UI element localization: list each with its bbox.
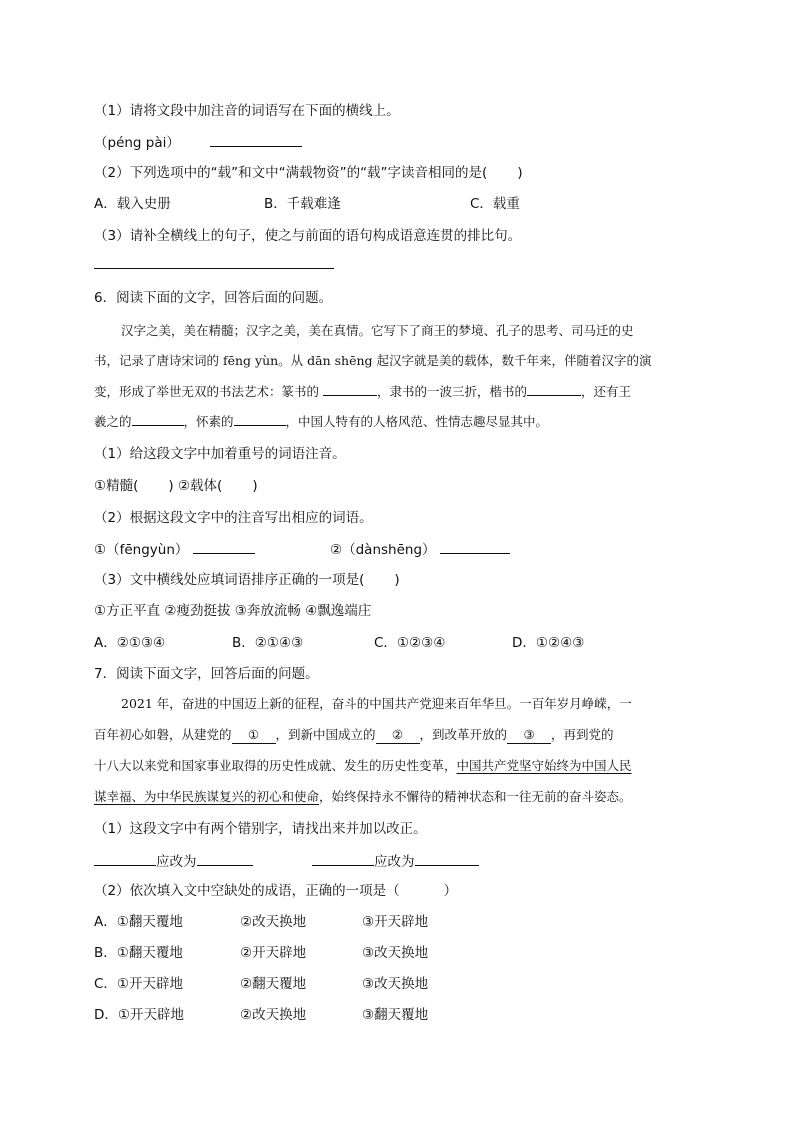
q7-p3-a: 十八大以来党和国家事业取得的历史性成就、发生的历史性变革， [94,758,457,773]
q6-blank-1[interactable] [323,381,377,396]
q6-passage-line-1: 汉字之美，美在精髓；汉字之美，美在真情。它写下了商王的梦境、孔子的思考、司马迁的史 [121,323,634,338]
q7-p2-c: ，到改革开放的 [419,727,508,742]
q5-sub3: （3）请补全横线上的句子，使之与前面的语句构成语意连贯的排比句。 [94,228,522,244]
q6-passage-line-2: 书，记录了唐诗宋词的 fēng yùn。从 dān shēng 起汉字就是美的载体，数千年来，伴随着汉字的演 [94,353,652,368]
q5-option-b[interactable]: B．千载难逢 [264,196,341,212]
q6-passage-line-4 [94,411,734,432]
q5-pinyin: （péng pài） [94,135,180,151]
q7-p4-b: ，始终保持永不懈待的精神状态和一往无前的奋斗姿态。 [319,789,632,804]
q6-sub3-text: （3）文中横线处应填词语排序正确的一项是( [94,572,365,588]
q6-sub1-c: ) [252,478,258,494]
q5-option-c[interactable]: C．载重 [470,196,520,212]
q6-passage-line-3 [94,381,734,402]
q6-sub2-blank-1[interactable] [193,539,255,554]
q6-option-d[interactable]: D．①②④③ [512,635,585,651]
q7-option-a-2: ②改天换地 [240,914,307,930]
q7-option-d-1: D．①开天辟地 [94,1007,184,1023]
q5-answer-blank[interactable] [210,132,302,147]
q7-option-c-3: ③改天换地 [362,976,429,992]
q7-fix-label-2: 应改为 [374,854,415,870]
q6-title: 6．阅读下面的文字，回答后面的问题。 [94,290,333,306]
q7-passage-line-4 [94,787,734,807]
q7-underlined-sentence-2: 谋幸福、为中华民族谋复兴的初心和使命 [94,789,320,804]
q6-blank-2[interactable] [527,381,581,396]
q7-wrong-2[interactable] [312,851,374,866]
q7-p2-d: ，再到党的 [551,727,614,742]
q7-option-a-1: A．①翻天覆地 [94,914,183,930]
q7-correct-2[interactable] [415,851,479,866]
q7-blank-2[interactable]: ② [376,727,420,744]
q5-sub3-blank-row [94,254,734,275]
q6-p3-c: ，还有王 [581,384,632,399]
q5-pinyin-row [94,132,734,153]
q7-option-b-2: ②开天辟地 [240,945,307,961]
q6-blank-4[interactable] [234,411,286,426]
q7-option-b-1: B．①翻天覆地 [94,945,183,961]
q6-p3-b: ，隶书的一波三折，楷书的 [377,384,528,399]
q7-sub1: （1）这段文字中有两个错别字，请找出来并加以改正。 [94,821,427,837]
q6-option-c[interactable]: C．①②③④ [374,635,446,651]
q7-sub2 [94,881,734,901]
q7-blank-1[interactable]: ① [232,727,276,744]
q7-sub2-text: （2）依次填入文中空缺处的成语，正确的一项是（ [94,883,400,899]
q7-passage-line-2 [94,725,734,745]
q6-sub2-a: ①（fēngyùn） [94,542,189,558]
q6-p3-a: 变，形成了举世无双的书法艺术：篆书的 [94,384,320,399]
q5-option-a[interactable]: A．载入史册 [94,196,171,212]
q6-sub1-a: ①精髓( [94,478,139,494]
q6-sub3 [94,570,734,590]
q7-option-a-3: ③开天辟地 [362,914,429,930]
q6-blank-3[interactable] [132,411,184,426]
q7-p2-a: 百年初心如磐，从建党的 [94,727,232,742]
q6-sub3-close: ) [394,572,400,588]
q6-sub1-b: ) ②载体( [168,478,223,494]
q6-sub2: （2）根据这段文字中的注音写出相应的词语。 [94,510,373,526]
q7-underlined-sentence-1: 中国共产党坚守始终为中国人民 [456,758,632,773]
q7-p2-b: ，到新中国成立的 [275,727,376,742]
q7-wrong-1[interactable] [94,851,156,866]
q7-correct-1[interactable] [197,851,253,866]
q7-fix-label-1: 应改为 [156,854,197,870]
q5-sub2 [94,163,734,183]
q6-p4-a: 羲之的 [94,414,132,429]
q5-sub2-close: ) [517,165,523,181]
q6-p4-b: ，怀素的 [183,414,234,429]
q7-title: 7．阅读下面文字，回答后面的问题。 [94,666,319,682]
q6-option-a[interactable]: A．②①③④ [94,635,166,651]
q7-option-c-1: C．①开天辟地 [94,976,184,992]
q5-sub2-text: （2）下列选项中的“载”和文中“满载物资”的“载”字读音相同的是( [94,165,488,181]
q7-sub2-close: ） [443,883,458,899]
q7-option-d-3: ③翻天覆地 [362,1007,429,1023]
q7-passage-line-1: 2021 年，奋进的中国迈上新的征程，奋斗的中国共产党迎来百年华旦。一百年岁月峥嵘，一 [121,696,632,711]
q6-sub1: （1）给这段文字中加着重号的词语注音。 [94,446,346,462]
q6-sub1-answers [94,476,734,496]
q7-passage-line-3 [94,756,734,776]
q6-sub2-b: ②（dànshēng） [330,542,436,558]
q5-sub1: （1）请将文段中加注音的词语写在下面的横线上。 [94,103,400,119]
q6-sub2-blank-2[interactable] [440,539,510,554]
q7-blank-3[interactable]: ③ [507,727,551,744]
q6-p4-c: ，中国人特有的人格风范、性情志趣尽显其中。 [285,414,549,429]
q6-terms: ①方正平直 ②瘦劲挺拔 ③奔放流畅 ④飘逸端庄 [94,603,372,619]
q7-option-d-2: ②改天换地 [240,1007,307,1023]
q7-option-c-2: ②翻天覆地 [240,976,307,992]
q5-sub3-blank[interactable] [94,254,334,269]
q6-option-b[interactable]: B．②①④③ [232,635,304,651]
q7-option-b-3: ③改天换地 [362,945,429,961]
